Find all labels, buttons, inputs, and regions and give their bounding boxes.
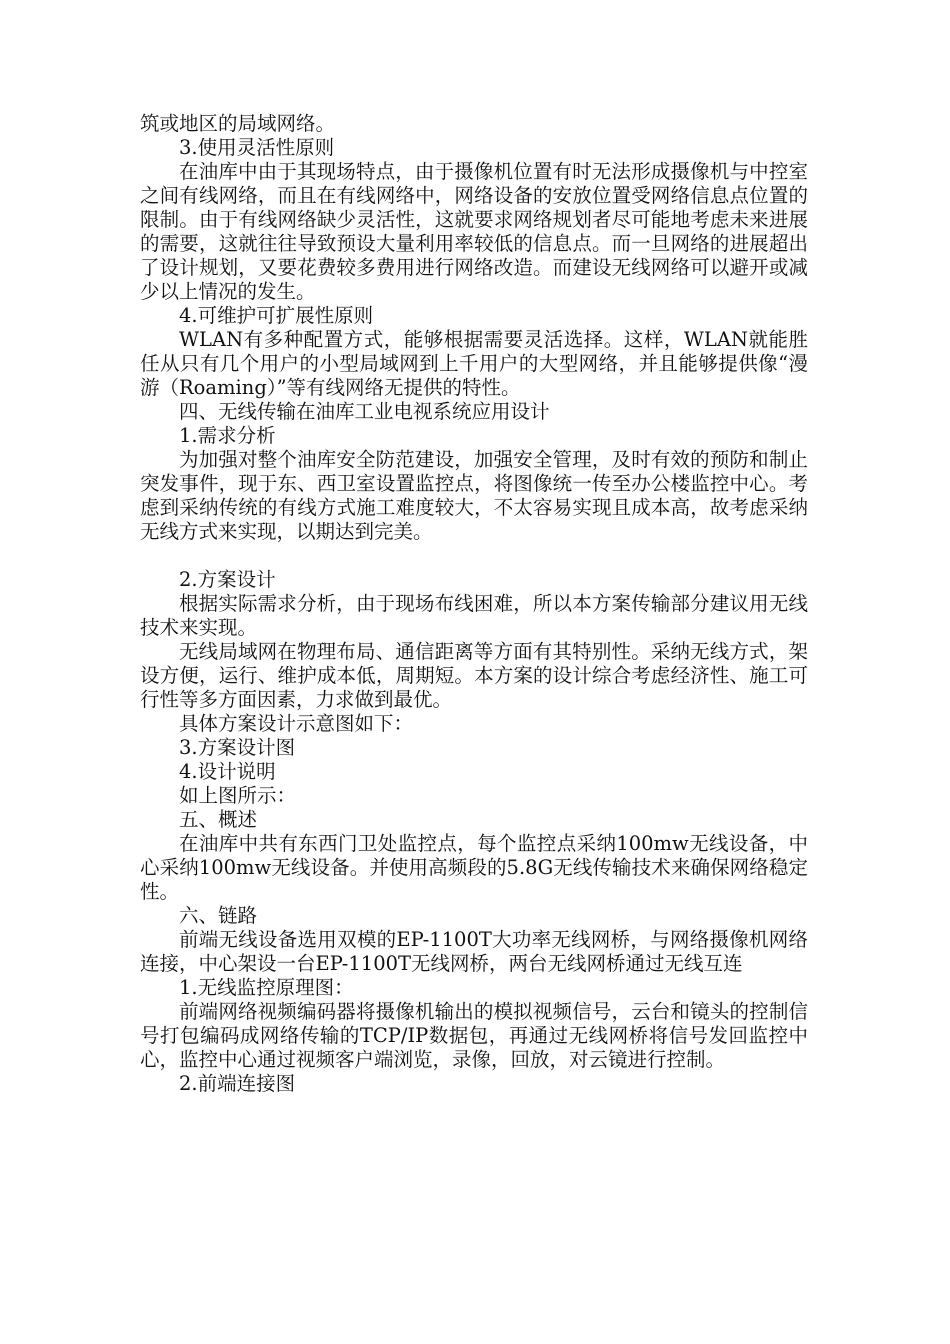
paragraph-as-shown: 如上图所示： bbox=[179, 784, 297, 807]
heading-section-five: 五、概述 bbox=[179, 808, 258, 831]
heading-design-notes: 4.设计说明 bbox=[179, 760, 276, 783]
paragraph-overview: 在油库中共有东西门卫处监控点，每个监控点采纳100mw无线设备，中心采纳100mw无线设备。并使用高频段的5.8G无线传输技术来确保网络稳定性。 bbox=[140, 832, 808, 903]
heading-section-six: 六、链路 bbox=[179, 904, 258, 927]
paragraph-diagram-intro: 具体方案设计示意图如下： bbox=[179, 712, 414, 735]
blank-line bbox=[140, 544, 808, 568]
heading-section-four: 四、无线传输在油库工业电视系统应用设计 bbox=[179, 400, 550, 423]
heading-monitoring-principle: 1.无线监控原理图： bbox=[179, 976, 354, 999]
document-body bbox=[140, 112, 808, 1096]
paragraph-link: 前端无线设备选用双模的EP-1100T大功率无线网桥，与网络摄像机网络连接，中心架设一台EP-1100T无线网桥，两台无线网桥通过无线互连 bbox=[140, 928, 808, 975]
heading-scheme-design: 2.方案设计 bbox=[179, 568, 276, 591]
heading-requirement-analysis: 1.需求分析 bbox=[179, 424, 276, 447]
paragraph-scheme-wireless: 根据实际需求分析，由于现场布线困难，所以本方案传输部分建议用无线技术来实现。 bbox=[140, 592, 808, 639]
paragraph-flexibility: 在油库中由于其现场特点，由于摄像机位置有时无法形成摄像机与中控室之间有线网络，而且在有线网络中，网络设备的安放位置受网络信息点位置的限制。由于有线网络缺少灵活性，这就要求网络规划者尽可能地考虑未来进展的需要，这就往往导致预设大量利用率较低的信息点。而一旦网络的进展超出了设计规划，又要花费较多费用进行网络改造。而建设无线网络可以避开或减少以上情况的发生。 bbox=[140, 160, 808, 303]
paragraph-monitoring: 前端网络视频编码器将摄像机输出的模拟视频信号，云台和镜头的控制信号打包编码成网络传输的TCP/IP数据包，再通过无线网桥将信号发回监控中心，监控中心通过视频客户端浏览，录像，回放，对云镜进行控制。 bbox=[140, 1000, 808, 1071]
paragraph-requirement: 为加强对整个油库安全防范建设，加强安全管理，及时有效的预防和制止突发事件，现于东、西卫室设置监控点，将图像统一传至办公楼监控中心。考虑到采纳传统的有线方式施工难度较大，不太容易实现且成本高，故考虑采纳无线方式来实现，以期达到完美。 bbox=[140, 448, 808, 543]
paragraph-continuation: 筑或地区的局域网络。 bbox=[140, 112, 336, 135]
heading-frontend-connection: 2.前端连接图 bbox=[179, 1072, 296, 1095]
paragraph-wlan-config: WLAN有多种配置方式，能够根据需要灵活选择。这样，WLAN就能胜任从只有几个用户的小型局域网到上千用户的大型网络，并且能够提供像“漫游（Roaming）”等有线网络无提供的特性。 bbox=[140, 328, 808, 399]
heading-scheme-diagram: 3.方案设计图 bbox=[179, 736, 296, 759]
paragraph-wlan-features: 无线局域网在物理布局、通信距离等方面有其特别性。采纳无线方式，架设方便，运行、维护成本低，周期短。本方案的设计综合考虑经济性、施工可行性等多方面因素，力求做到最优。 bbox=[140, 640, 808, 711]
heading-flexibility-principle: 3.使用灵活性原则 bbox=[179, 136, 335, 159]
heading-maintainability-principle: 4.可维护可扩展性原则 bbox=[179, 304, 374, 327]
